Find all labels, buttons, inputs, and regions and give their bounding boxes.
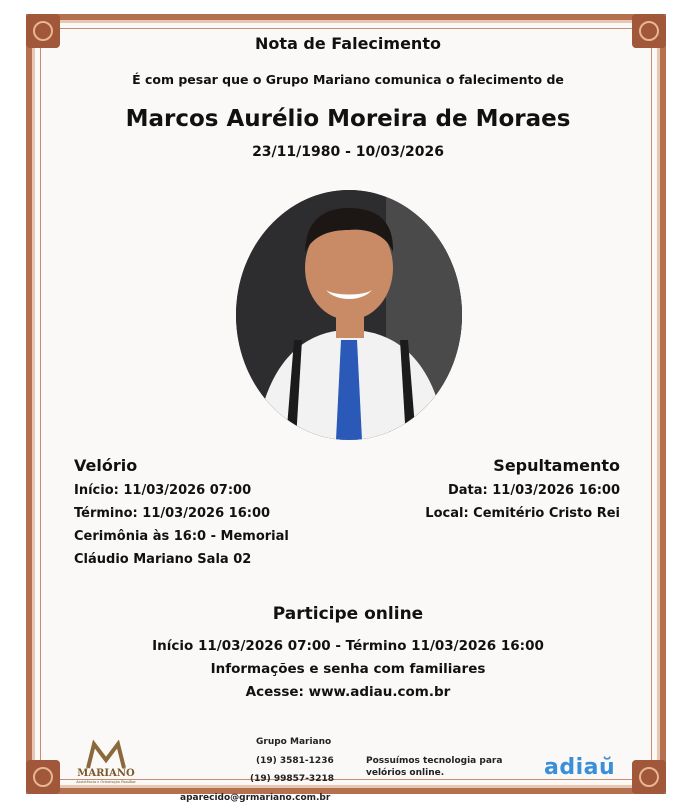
sepultamento-location: Local: Cemitério Cristo Rei [425, 506, 620, 521]
online-link[interactable]: Acesse: www.adiau.com.br [245, 684, 451, 700]
velorio-location: Cláudio Mariano Sala 02 [74, 552, 252, 567]
footer-phone: (19) 3581-1236 [256, 756, 334, 766]
velorio-start: Início: 11/03/2026 07:00 [74, 483, 252, 498]
svg-text:Assistência e Orientação Famil: Assistência e Orientação Familiar [76, 780, 136, 784]
sepultamento-heading: Sepultamento [493, 456, 620, 475]
footer-company: Grupo Mariano [256, 737, 332, 747]
velorio-heading: Velório [74, 456, 138, 475]
life-dates: 23/11/1980 - 10/03/2026 [252, 144, 444, 160]
velorio-end: Término: 11/03/2026 16:00 [74, 506, 271, 521]
online-schedule: Início 11/03/2026 07:00 - Término 11/03/2026 16:00 [152, 638, 544, 654]
page-title: Nota de Falecimento [255, 34, 441, 53]
frame-corner-ornament [26, 760, 60, 794]
footer-tech-line: velórios online. [366, 768, 445, 778]
footer-phone: (19) 99857-3218 [250, 774, 334, 784]
deceased-name: Marcos Aurélio Moreira de Moraes [125, 106, 571, 132]
mariano-logo [76, 738, 136, 784]
sepultamento-date: Data: 11/03/2026 16:00 [447, 483, 620, 498]
deceased-photo [236, 190, 462, 440]
intro-text: É com pesar que o Grupo Mariano comunica o falecimento de [132, 72, 564, 87]
adiau-logo: adiaŭ [544, 755, 616, 780]
online-heading: Participe online [272, 604, 424, 624]
footer-tech-line: Possuímos tecnologia para [366, 756, 503, 766]
svg-text:MARIANO: MARIANO [77, 768, 135, 779]
footer-email[interactable]: aparecido@grmariano.com.br [180, 793, 331, 803]
frame-corner-ornament [632, 760, 666, 794]
online-info: Informações e senha com familiares [210, 661, 486, 677]
velorio-ceremony: Cerimônia às 16:0 - Memorial [74, 529, 289, 544]
